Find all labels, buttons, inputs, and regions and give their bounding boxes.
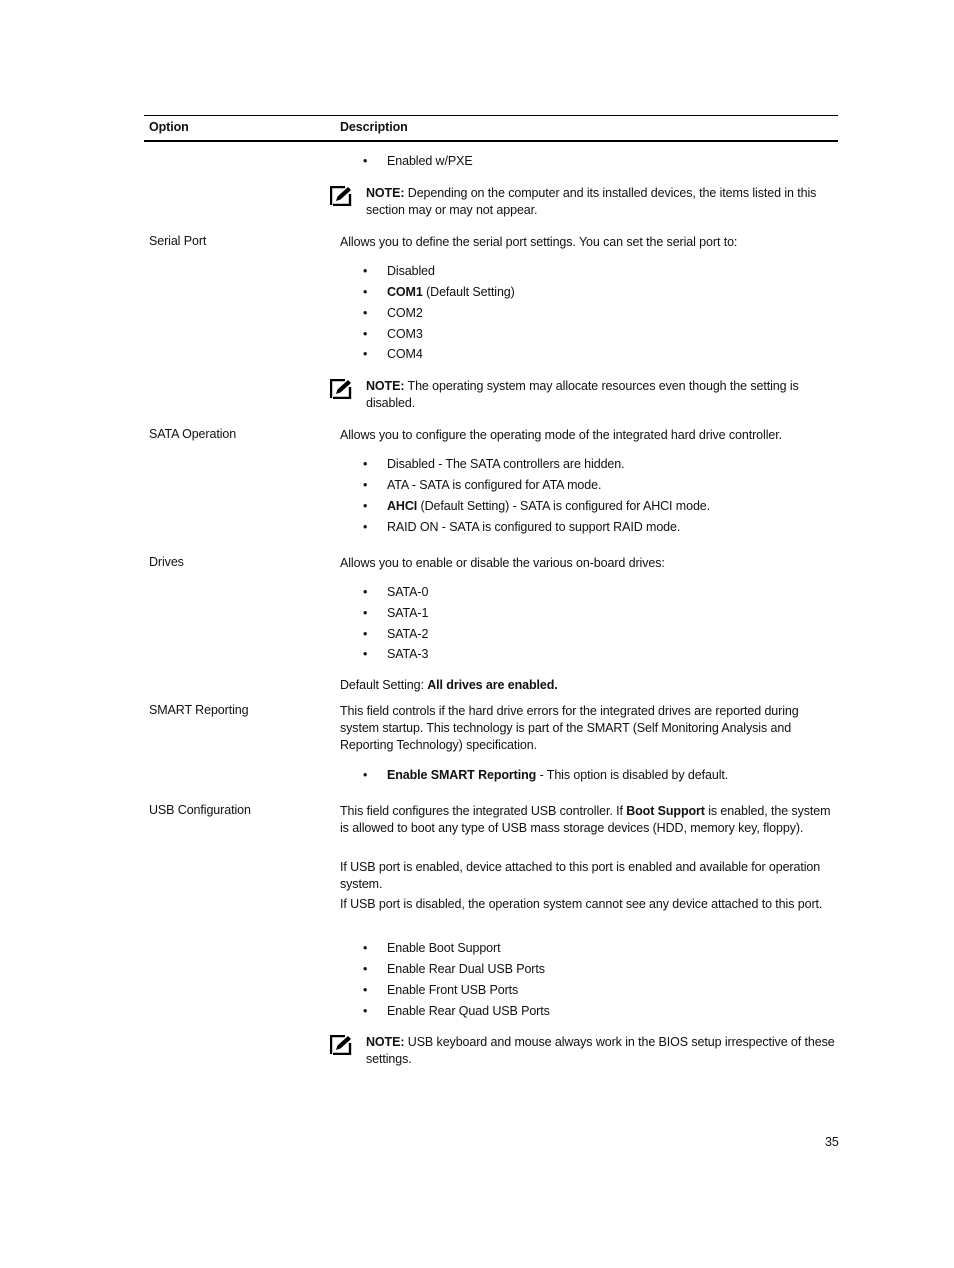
header-description: Description: [340, 120, 408, 134]
pencil-note-icon: [330, 1035, 352, 1055]
option-serial-port: Serial Port: [149, 234, 207, 248]
drives-description: Allows you to enable or disable the various on-board drives:: [340, 556, 665, 570]
option-smart-reporting: SMART Reporting: [149, 703, 249, 717]
option-sata-operation: SATA Operation: [149, 427, 237, 441]
usb-description-3: If USB port is disabled, the operation system cannot see any device attached to this port.: [340, 897, 823, 911]
option-drives: Drives: [149, 555, 184, 569]
option-usb-configuration: USB Configuration: [149, 803, 251, 817]
drives-default-setting: Default Setting: All drives are enabled.: [340, 678, 558, 692]
smart-reporting-description: This field controls if the hard drive errors for the integrated drives are reported during system startup. This technology is part of the SMART (Self Monitoring Analysis and Reporting Technology) specification.: [340, 704, 799, 752]
pencil-note-icon: [330, 379, 352, 399]
header-bottom-rule: [144, 140, 838, 142]
page-number: 35: [825, 1135, 839, 1149]
usb-description-1: This field configures the integrated USB controller. If Boot Support is enabled, the system is allowed to boot any type of USB mass storage devices (HDD, memory key, floppy).: [340, 804, 831, 835]
sata-operation-description: Allows you to configure the operating mode of the integrated hard drive controller.: [340, 428, 782, 442]
header-top-rule: [144, 115, 838, 116]
usb-description-2: If USB port is enabled, device attached to this port is enabled and available for operation system.: [340, 860, 821, 891]
pencil-note-icon: [330, 186, 352, 206]
header-option: Option: [149, 120, 189, 134]
serial-port-description: Allows you to define the serial port settings. You can set the serial port to:: [340, 235, 738, 249]
